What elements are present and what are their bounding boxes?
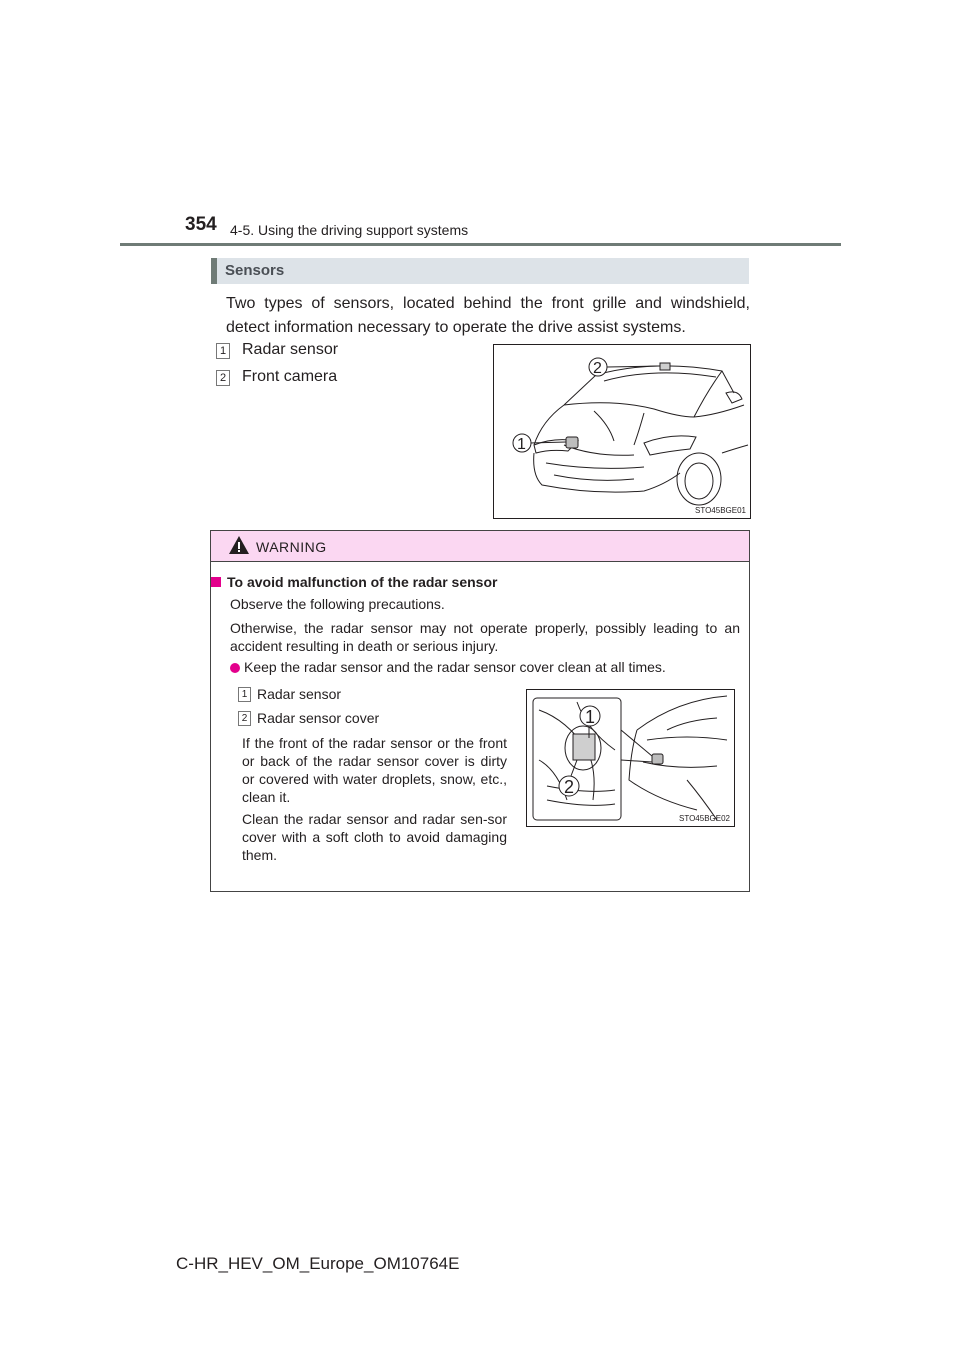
warning-triangle-icon — [228, 535, 250, 555]
callout-number: 1 — [238, 687, 251, 702]
warning-subheading-text: To avoid malfunction of the radar sensor — [227, 574, 498, 590]
car-illustration — [494, 345, 750, 518]
callout-number: 2 — [216, 370, 230, 386]
car-sensors-figure — [493, 344, 751, 519]
footer-doc-id: C-HR_HEV_OM_Europe_OM10764E — [176, 1254, 460, 1273]
figure-callout-1: 1 — [517, 436, 526, 453]
radar-sensor-figure — [526, 689, 735, 827]
square-bullet-icon — [211, 577, 221, 587]
section-heading: Sensors — [225, 262, 285, 279]
warning-box — [210, 530, 750, 892]
figure-code: STO45BGE01 — [695, 506, 746, 515]
warning-paragraph-4: Clean the radar sensor and radar sen-sor cover with a soft cloth to avoid damaging them. — [242, 811, 507, 863]
section-bar-accent — [211, 258, 217, 284]
warning-header — [211, 531, 749, 562]
sensor-item-label: Front camera — [242, 368, 338, 385]
figure-callout-2: 2 — [564, 777, 575, 797]
section-heading-bar — [211, 258, 749, 284]
warning-subheading — [211, 574, 497, 590]
callout-number: 1 — [216, 343, 230, 359]
warning-paragraph-1: Observe the following precautions. — [230, 596, 445, 612]
section-title: 4-5. Using the driving support systems — [230, 222, 469, 238]
warning-item-label: Radar sensor — [257, 686, 342, 702]
circle-bullet-icon — [230, 663, 240, 673]
figure-code: STO45BGE02 — [679, 814, 730, 823]
warning-bullet — [230, 658, 666, 676]
warning-paragraph-3: If the front of the radar sensor or the front or back of the radar sensor cover is dirty or covered with water droplets, snow, etc., clean it. — [242, 735, 507, 805]
figure-callout-1: 1 — [585, 707, 596, 727]
warning-label: WARNING — [256, 539, 327, 555]
warning-paragraph-2: Otherwise, the radar sensor may not operate properly, possibly leading to an accident resulting in death or serious injury. — [230, 620, 740, 654]
figure-callout-2: 2 — [593, 360, 602, 377]
callout-number: 2 — [238, 711, 251, 726]
warning-bullet-text: Keep the radar sensor and the radar sensor cover clean at all times. — [244, 659, 666, 675]
radar-closeup-illustration — [527, 690, 734, 826]
sensor-item-label: Radar sensor — [242, 341, 339, 358]
intro-paragraph: Two types of sensors, located behind the front grille and windshield, detect information necessary to operate the drive assist systems. — [226, 295, 750, 336]
header-rule — [120, 243, 841, 246]
page-number: 354 — [185, 214, 217, 235]
warning-item-label: Radar sensor cover — [257, 710, 380, 726]
